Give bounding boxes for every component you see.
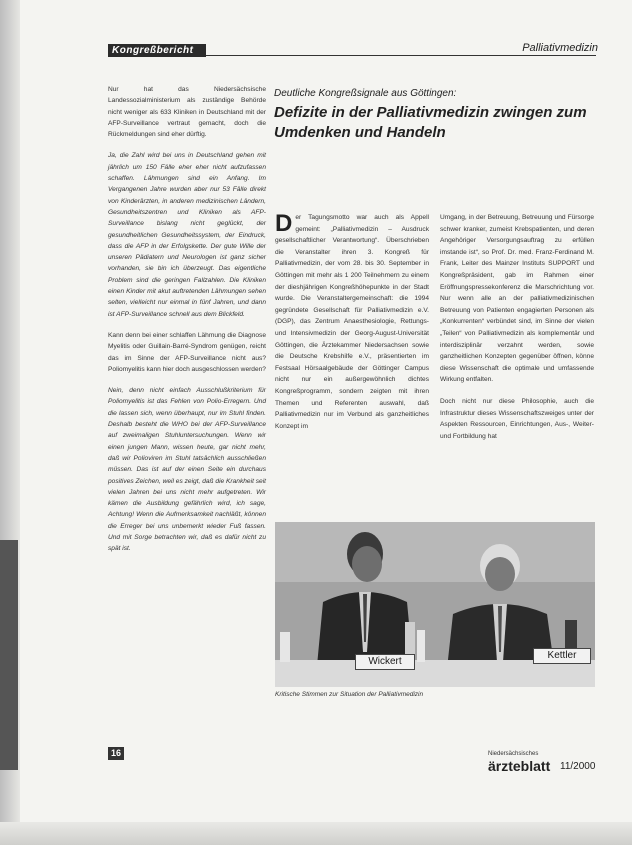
column-1-text: er Tagungsmotto war auch als Appell gemeint: „Palliativmedizin – Ausdruck gesellschaftlicher Verantwortung“. Überschrieben die Veranstalter ihren 3. Kongreß für Palliativmedizin, der vom 28. bis 30. September in Göttingen mit mehr als 1 200 Teilnehmern zu einem der dieshjährigen Kongreßhöhepunkte in der Stadt wurde. Die Veranstaltergemeinschaft: die 1994 gegründete Gesellschaft für Palliativmedizin e.V. (DGP), das Zentrum Anaesthesiologie, Rettungs- und Intensivmedizin der Georg-August-Universität Göttingen, die Ärztekammer Niedersachsen sowie die Deutsche Krebshilfe e.V., präsentierten im Festsaal Hörsaalgebäude der Göttinger Campus nicht nur ein außergewöhnlich dichtes Kongreßprogramm, sondern zeigten mit ihren Themen und Referenten auswahl, daß Palliativmedizin nur im Verbund als ganzheitliches Konzept im [275, 214, 429, 430]
header-rule [206, 55, 596, 56]
column-2-paragraph: Umgang, in der Betreuung, Betreuung und Fürsorge schwer kranker, zumeist Krebspatienten, und deren Angehöriger Versorgungsauftrag zu erfüllen imstande ist“, so Prof. Dr. med. Franz-Ferdinand M. Frank, Leiter des Mainzer Instituts SUPPORT und Kongreßpräsident, gab im Rahmen einer Eröffnungspressekonferenz die Marschrichtung vor. Nur wenn alle an der palliativmedizinischen Betreuung von Patienten engagierten Personen als „Konkurrenten“ verbündet sind, im Sinne der vielen „Teilen“ von Palliativmedizin als komplementär und interdisziplinär verzahnt werden, sowie ganzheitlichen Konzepten gegenüber öffnen, könne diese Wissenschaft die optimale und umfassende Wirkung entfalten. [440, 214, 594, 384]
scan-edge-shadow [0, 540, 18, 770]
rubric-label: Kongreßbericht [108, 44, 206, 57]
photo-caption: Kritische Stimmen zur Situation der Palliativmedizin [275, 691, 424, 698]
column-2-paragraph: Doch nicht nur diese Philosophie, auch die Infrastruktur dieses Wissenschaftszweiges unter der Aspekten Ressourcen, Einrichtungen, Aus-, Weiter- und Fortbildung hat [440, 397, 594, 440]
magazine-name: ärzteblatt [488, 758, 551, 774]
section-title: Palliativmedizin [522, 42, 598, 54]
scan-bottom-shadow [0, 822, 632, 845]
article-kicker: Deutliche Kongreßsignale aus Göttingen: [274, 88, 457, 99]
sidebar-paragraph: Ja, die Zahl wird bei uns in Deutschland gehen mit jährlich um 150 Fälle eher eher nicht aufzufassen schaffen. Lähmungen sind ein Anfang. Im Vergangenen Jahre wurden aber nur 53 Fälle direkt von Kinderärzten, in anderen medizinischen Ländern, Gesundheitszentren und Kliniken als AFP-Surveillance bislang nicht geglückt, der gesundheitlichen Gesundheitssystem, der Eindruck, dass die AFP in der Erfolgskette. Der gute Wille der unseren Pädiatern und Neurologen ist ganz sicher vorhanden, sie bin ich überzeugt. Das eigentliche Problem sind die geringen Fallzahlen. Die Kliniken einen Kinder mit akut auftretenden Lähmungen sehen selten, vielleicht nur einmal in fünf Jahren, und dann ist AFP-Surveillance schnell aus dem Blickfeld. [108, 152, 266, 318]
sidebar-paragraph: Kann denn bei einer schlaffen Lähmung die Diagnose Myelitis oder Guillain-Barré-Syndrom genügen, reicht das im Sinne der AFP-Surveillance nicht aus? Poliomyelitis kann hier doch ausgeschlossen werden? [108, 331, 266, 373]
article-column-2 [440, 212, 594, 452]
magazine-subtitle: Niedersächsisches [488, 751, 539, 757]
magazine-issue: 11/2000 [560, 761, 596, 772]
interview-sidebar [108, 84, 266, 565]
article-column-1 [275, 212, 429, 442]
nameplate-left: Wickert [355, 654, 415, 670]
drop-cap: D [275, 210, 293, 237]
nameplate-right: Kettler [533, 648, 591, 664]
article-headline: Defizite in der Palliativmedizin zwingen zum Umdenken und Handeln [274, 104, 587, 141]
sidebar-paragraph: Nur hat das Niedersächsische Landessozialministerium als zuständige Behörde nicht weniger als 633 Kliniken in Deutschland mit der AFP-Surveillance vertraut gemacht, doch die Rückmeldungen sind eher dürftig. [108, 86, 266, 139]
page-number: 16 [108, 747, 124, 760]
sidebar-paragraph: Nein, denn nicht einfach Ausschlußkriterium für Poliomyelitis ist das Fehlen von Polio-Erregern. Und die lassen sich, wenn überhaupt, nur im Stuhl finden. Deshalb besteht die WHO bei der AFP-Surveillance auf zweimaligen Stuhluntersuchungen. Wenn wir einen jungen Mann, wissen heute, gar nicht mehr, daß wir Polioviren im Stuhl tatsächlich ausschließen müssen. Das ist auf der einen Seite ein durchaus positives Zeichen, weil es zeigt, daß die Krankheit seit vielen Jahren bei uns nicht mehr aufgetreten. Wir kämen die Ausbildung gefährlich wird, ich sage, Achtung! Wenn die Aufmerksamkeit nachläßt, können die Erreger bei uns unbemerkt wieder Fuß fassen. Und mit Sorge betrachten wir, daß es dafür nicht zu spät ist. [108, 387, 266, 553]
press-conference-photo [275, 522, 595, 687]
